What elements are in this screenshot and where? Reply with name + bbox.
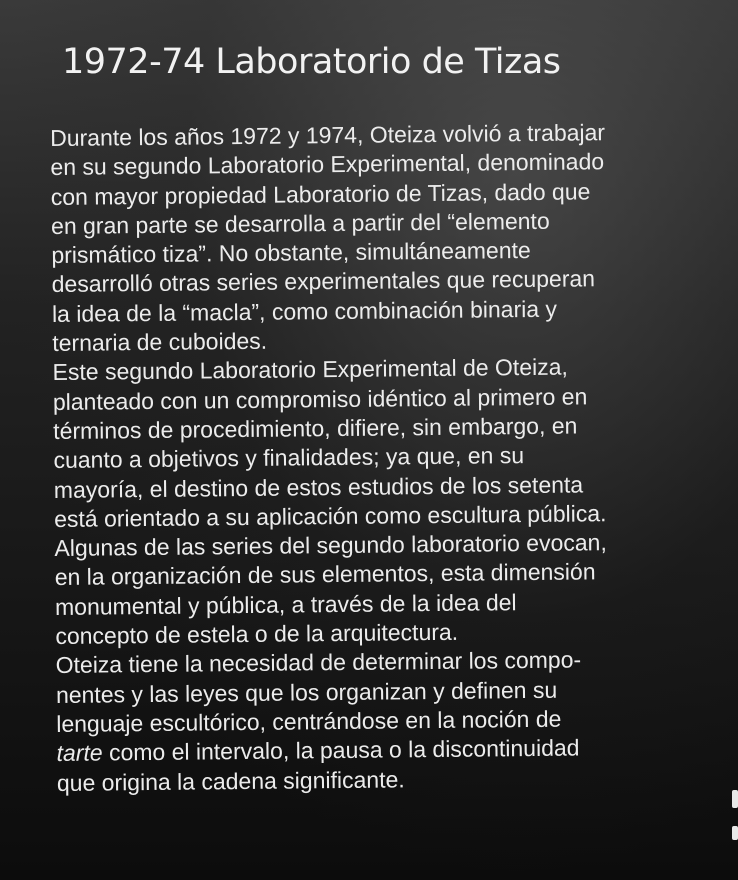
text-line: la idea de la “macla”, como combinación binaria y [51, 295, 558, 327]
text-line: Oteiza tiene la necesidad de determinar los compo- [55, 646, 582, 679]
text-line: mayoría, el destino de estos estudios de los setenta [53, 471, 584, 503]
text-line: Este segundo Laboratorio Experimental de Oteiza, [52, 353, 568, 386]
italic-word: tarte [56, 739, 103, 767]
edge-fragment [732, 790, 738, 808]
paragraph-3 [56, 644, 738, 798]
edge-fragment [732, 826, 738, 840]
text-line: prismático tiza”. No obstante, simultáneamente [51, 237, 531, 269]
paragraph-1 [50, 117, 738, 359]
text-line: nentes y las leyes que los organizan y definen su [55, 676, 558, 708]
text-line: concepto de estela o de la arquitectura. [55, 618, 459, 650]
text-line: planteado con un compromiso idéntico al primero en [52, 383, 588, 415]
text-line: lenguaje escultórico, centrándose en la noción de [56, 705, 562, 737]
panel-title: 1972-74 Laboratorio de Tizas [62, 42, 561, 82]
text-line: ternaria de cuboides. [52, 327, 268, 357]
text-line: Durante los años 1972 y 1974, Oteiza volvió a trabajar [50, 119, 606, 151]
text-line: Algunas de las series del segundo laboratorio evocan, [54, 529, 607, 562]
text-line: con mayor propiedad Laboratorio de Tizas, dado que [50, 177, 591, 210]
text-line: está orientado a su aplicación como escultura pública. [53, 500, 607, 532]
text-line: en gran parte se desarrolla a partir del “elemento [50, 207, 550, 239]
text-line: monumental y pública, a través de la idea del [54, 588, 517, 620]
text-line: en la organización de sus elementos, esta dimensión [54, 558, 596, 591]
paragraph-2 [52, 351, 738, 651]
text-line: en su segundo Laboratorio Experimental, denominado [50, 148, 605, 181]
text-line: cuanto a objetivos y finalidades; ya que, en su [53, 442, 525, 474]
text-line: que origina la cadena significante. [56, 765, 405, 796]
panel-body-text [50, 117, 738, 798]
text-line: términos de procedimiento, difiere, sin embargo, en [53, 412, 578, 444]
text-line: desarrolló otras series experimentales que recuperan [51, 265, 596, 298]
text-line-rest: como el intervalo, la pausa o la discontinuidad [108, 734, 580, 766]
